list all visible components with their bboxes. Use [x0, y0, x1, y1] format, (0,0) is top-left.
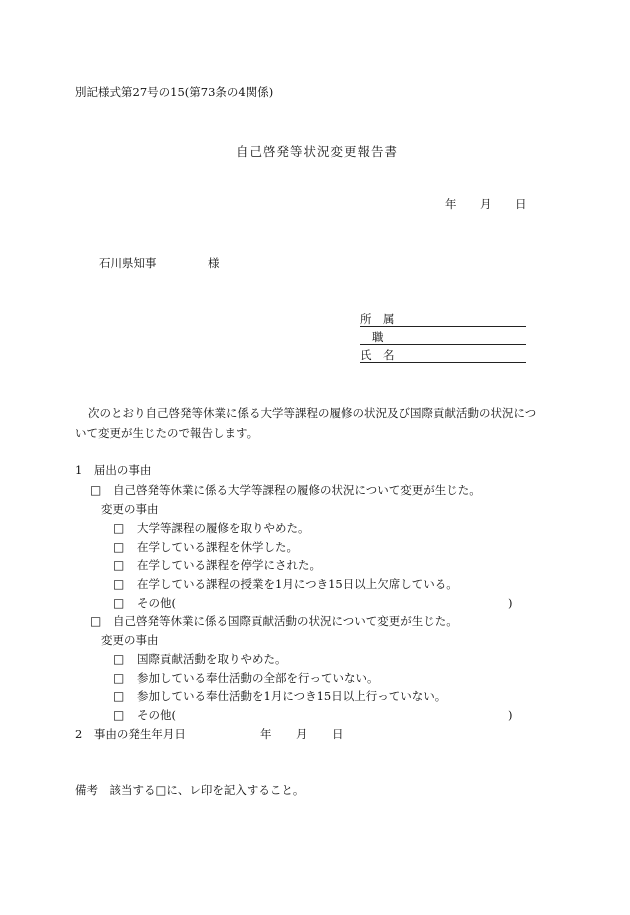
- intro-line-1: 次のとおり自己啓発等休業に係る大学等課程の履修の状況及び国際貢献活動の状況につ: [88, 406, 537, 420]
- checkbox-b-other[interactable]: □: [113, 708, 125, 722]
- addressee-name: 石川県知事: [99, 256, 157, 270]
- checkbox-option-b[interactable]: □: [90, 614, 102, 628]
- option-a-item-2: 在学している課程を休学した。: [137, 540, 298, 554]
- option-b-other-close: ): [508, 708, 513, 722]
- position-label: 職: [372, 330, 384, 344]
- section-2-day-label: 日: [332, 727, 344, 741]
- section-1-heading: 1 届出の事由: [75, 463, 152, 477]
- option-a-item-4: 在学している課程の授業を1月につき15日以上欠席している。: [137, 577, 458, 591]
- option-b-subheading: 変更の事由: [101, 633, 159, 647]
- option-a-item-3: 在学している課程を停学にされた。: [137, 558, 321, 572]
- form-reference: 別記様式第27号の15(第73条の4関係): [75, 85, 274, 99]
- option-a-other-close: ): [508, 596, 513, 610]
- option-b-item-1: 国際貢献活動を取りやめた。: [137, 652, 287, 666]
- addressee-honorific: 様: [208, 256, 220, 270]
- option-a-label: 自己啓発等休業に係る大学等課程の履修の状況について変更が生じた。: [113, 483, 481, 497]
- checkbox-b-2[interactable]: □: [113, 671, 125, 685]
- date-day-label: 日: [515, 197, 527, 211]
- checkbox-b-3[interactable]: □: [113, 689, 125, 703]
- checkbox-a-4[interactable]: □: [113, 577, 125, 591]
- section-2-month-label: 月: [296, 727, 308, 741]
- option-b-item-2: 参加している奉仕活動の全部を行っていない。: [137, 671, 379, 685]
- option-a-other-label: その他(: [137, 596, 176, 610]
- intro-line-2: いて変更が生じたので報告します。: [75, 426, 259, 440]
- checkbox-a-other[interactable]: □: [113, 596, 125, 610]
- name-label: 氏 名: [360, 348, 395, 362]
- position-field-line[interactable]: [360, 344, 526, 345]
- name-field-line[interactable]: [360, 362, 526, 363]
- section-2-year-label: 年: [260, 727, 272, 741]
- option-a-subheading: 変更の事由: [101, 502, 159, 516]
- option-b-label: 自己啓発等休業に係る国際貢献活動の状況について変更が生じた。: [113, 614, 458, 628]
- option-a-item-1: 大学等課程の履修を取りやめた。: [137, 521, 310, 535]
- checkbox-b-1[interactable]: □: [113, 652, 125, 666]
- option-b-item-3: 参加している奉仕活動を1月につき15日以上行っていない。: [137, 689, 447, 703]
- remarks-note: 備考 該当する□に、レ印を記入すること。: [75, 783, 305, 797]
- document-title: 自己啓発等状況変更報告書: [236, 144, 399, 159]
- checkbox-option-a[interactable]: □: [90, 483, 102, 497]
- option-b-other-label: その他(: [137, 708, 176, 722]
- affiliation-label: 所 属: [360, 312, 395, 326]
- section-2-heading: 2 事由の発生年月日: [75, 727, 186, 741]
- checkbox-a-1[interactable]: □: [113, 521, 125, 535]
- checkbox-a-2[interactable]: □: [113, 540, 125, 554]
- date-year-label: 年: [445, 197, 457, 211]
- affiliation-field-line[interactable]: [360, 326, 526, 327]
- checkbox-a-3[interactable]: □: [113, 558, 125, 572]
- date-month-label: 月: [480, 197, 492, 211]
